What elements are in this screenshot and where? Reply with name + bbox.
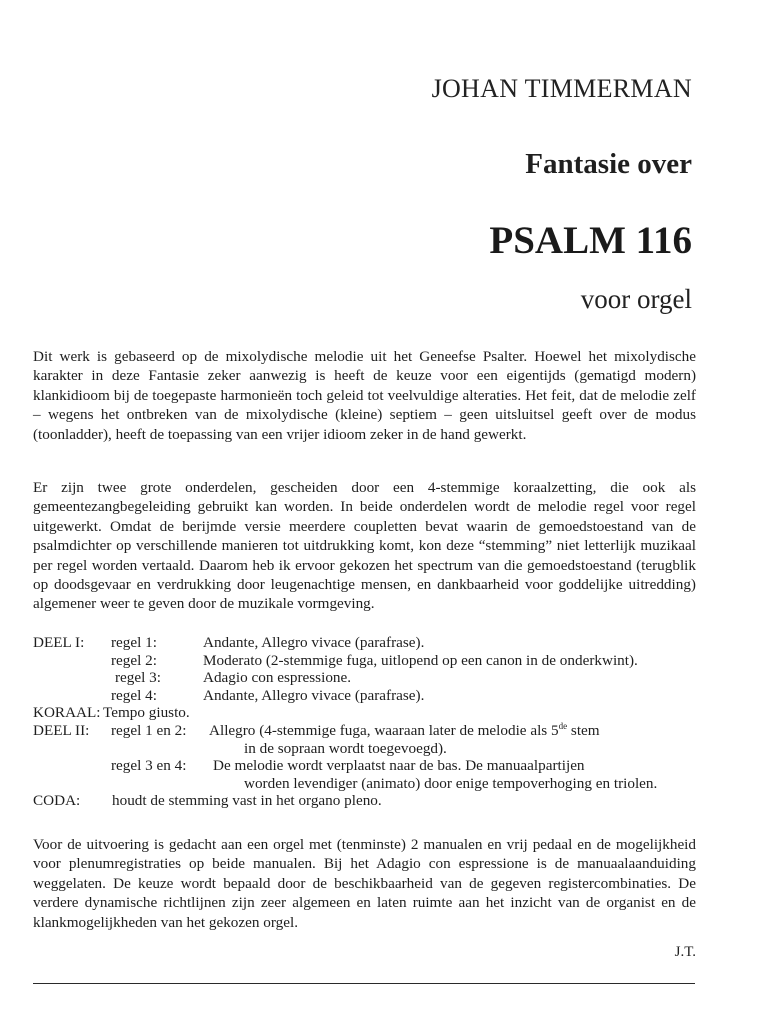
regel-label: regel 4: <box>111 686 157 704</box>
structure-row-coda <box>33 792 723 810</box>
structure-row-deel1-regel1 <box>33 634 723 652</box>
coda-description: houdt de stemming vast in het organo pleno. <box>112 792 382 810</box>
regel-description-continued: in de sopraan wordt toegevoegd). <box>244 739 447 757</box>
structure-row-koraal <box>33 704 723 722</box>
instrument-line: voor orgel <box>580 284 692 314</box>
intro-paragraph-2: Er zijn twee grote onderdelen, gescheiden door een 4-stemmige koraalzetting, die ook als gemeentezangbegeleiding gebruikt kan worden. In beide onderdelen wordt de melodie regel voor regel uitgewerkt. Omdat de berijmde versie meerdere coupletten bevat waarin de gemoedstoestand van de psalmdichter op verschillende manieren tot uitdrukking komt, kon deze “stemming” niet letterlijk muzikaal per regel worden vertaald. Daarom heb ik ervoor gekozen het spectrum van die gemoedstoestand (terugblik op doodsgevaar en verdrukking door leugenachtige mensen, en dankbaarheid voor goddelijke uitredding) algemener weer te geven door de muzikale vormgeving. <box>33 479 696 613</box>
section-label-deel2: DEEL II: <box>33 721 90 739</box>
section-label-coda: CODA: <box>33 792 81 810</box>
structure-row-deel2-regel34-cont <box>33 775 723 793</box>
regel-label: regel 3: <box>115 669 161 687</box>
structure-row-deel2-regel12 <box>33 722 723 740</box>
composer-name: JOHAN TIMMERMAN <box>431 74 692 103</box>
regel-label: regel 1: <box>111 634 157 651</box>
regel-description: Allegro (4-stemmige fuga, waaraan later de melodie als 5de stem <box>209 720 600 739</box>
regel-description: De melodie wordt verplaatst naar de bas. De manuaalpartijen <box>213 757 585 775</box>
structure-row-deel2-regel12-cont <box>33 740 723 758</box>
section-label-deel1: DEEL I: <box>33 634 85 651</box>
author-initials: J.T. <box>674 944 696 960</box>
structure-row-deel2-regel34 <box>33 757 723 775</box>
work-subtitle: Fantasie over <box>525 148 692 180</box>
regel-label: regel 1 en 2: <box>111 721 187 739</box>
structure-row-deel1-regel4 <box>33 687 723 705</box>
structure-row-deel1-regel2 <box>33 652 723 670</box>
regel-label: regel 2: <box>111 651 157 669</box>
work-title: PSALM 116 <box>489 219 692 262</box>
bottom-divider <box>33 983 695 984</box>
closing-paragraph: Voor de uitvoering is gedacht aan een orgel met (tenminste) 2 manualen en vrij pedaal en de mogelijkheid voor plenumregistraties op beide manualen. Bij het Adagio con espressione is de manuaalaanduiding weggelaten. De keuze wordt bepaald door de beschikbaarheid van de gegeven registercombinaties. De verdere dynamische richtlijnen zijn zeer algemeen en laten ruimte aan het inzicht van de organist en de klankmogelijkheden van het gekozen orgel. <box>33 836 696 931</box>
regel-description: Andante, Allegro vivace (parafrase). <box>203 634 425 651</box>
structure-row-deel1-regel3 <box>33 669 723 687</box>
regel-description: Moderato (2-stemmige fuga, uitlopend op een canon in de onderkwint). <box>203 651 638 669</box>
ordinal-superscript: de <box>558 720 568 731</box>
intro-paragraph-1: Dit werk is gebaseerd op de mixolydische melodie uit het Geneefse Psalter. Hoewel het mixolydische karakter in deze Fantasie zeker aanwezig is heeft de keuze voor een eigentijds (gematigd modern) klankidioom bij de toegepaste harmonieën toch geleid tot veelvuldige alteraties. Het feit, dat de melodie zelf – wegens het ontbreken van de mixolydische (kleine) septiem – geen uitsluitsel geeft over de modus (toonladder), heeft de toepassing van een vrijer idioom zeker in de hand gewerkt. <box>33 348 696 443</box>
section-label-koraal: KORAAL: <box>33 704 101 722</box>
regel-description-continued: worden levendiger (animato) door enige tempoverhoging en triolen. <box>244 774 658 792</box>
regel-label: regel 3 en 4: <box>111 757 187 775</box>
regel-description: Adagio con espressione. <box>203 669 352 687</box>
structure-list <box>33 634 723 810</box>
regel-description: Andante, Allegro vivace (parafrase). <box>203 686 425 704</box>
koraal-description: Tempo giusto. <box>103 704 190 722</box>
